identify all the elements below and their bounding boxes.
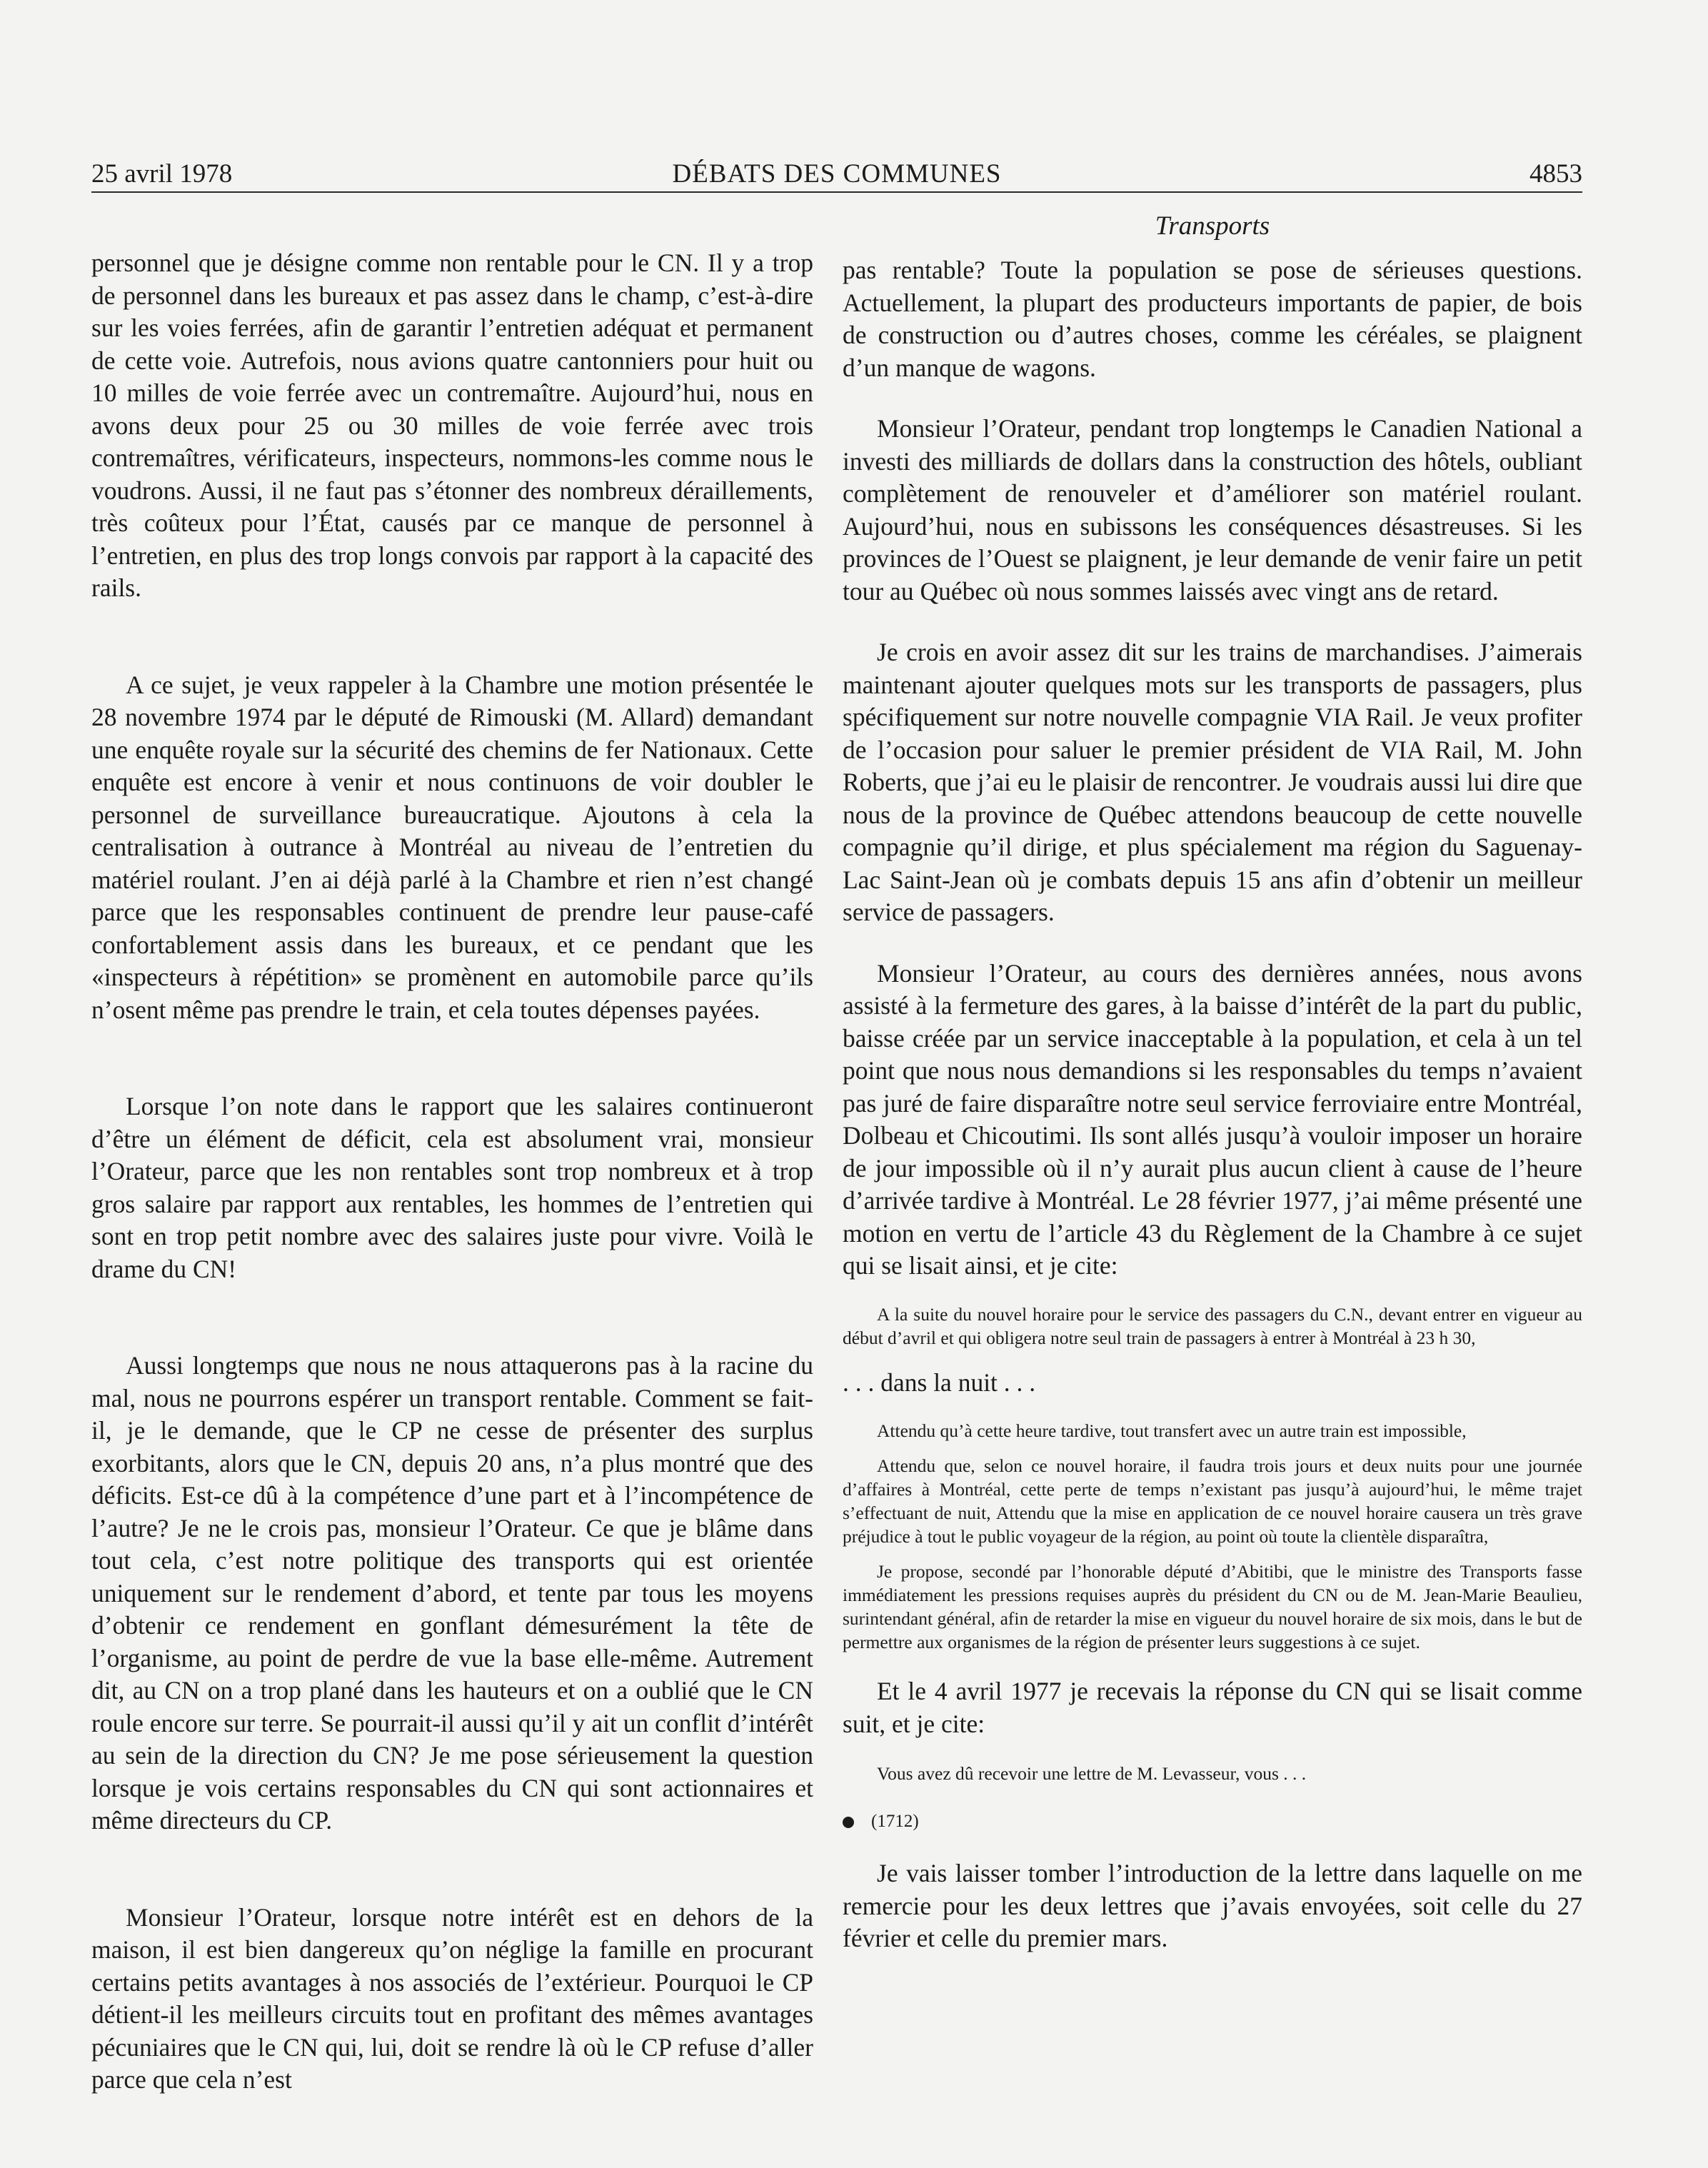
paragraph: Je crois en avoir assez dit sur les trains de marchandises. J’aimerais maintenant ajouter quelques mots sur les transports de passagers, plus spécifiquement sur notre nouvelle compagnie VIA Rail. Je veux profiter de l’occasion pour saluer le premier président de VIA Rail, M. John Roberts, que j’ai eu le plaisir de rencontrer. Je voudrais aussi lui dire que nous de la province de Québec attendons beaucoup de cette nouvelle compagnie qu’il dirige, et plus spécialement ma région du Saguenay-Lac Saint-Jean où je combats depuis 15 ans afin d’obtenir un meilleur service de passagers. [843, 638, 1582, 926]
ellipsis-line: . . . dans la nuit . . . [843, 1367, 1036, 1397]
paragraph: Lorsque l’on note dans le rapport que les salaires continueront d’être un élément de déficit, cela est absolument vrai, monsieur l’Orateur, parce que les non rentables sont trop nombreux et à trop gros salaire par rapport aux rentables, les hommes de l’entretien qui sont en trop petit nombre avec des salaires juste pour vivre. Voilà le drame du CN! [91, 1092, 813, 1283]
paragraph: A ce sujet, je veux rappeler à la Chambre une motion présentée le 28 novembre 1974 par le député de Rimouski (M. Allard) demandant une enquête royale sur la sécurité des chemins de fer Nationaux. Cette enquête est encore à venir et nous continuons de voir doubler le personnel de surveillance bureaucratique. Ajoutons à cela la centralisation à outrance à Montréal au niveau de l’entretien du matériel roulant. J’en ai déjà parlé à la Chambre et rien n’est changé parce que les responsables continuent de prendre leur pause-café confortablement assis dans les bureaux, et ce pendant que les «inspecteurs à répétition» se promènent en automobile parce qu’ils n’osent même pas prendre le train, et cela toutes dépenses payées. [91, 670, 813, 1024]
section-title: Transports [1155, 211, 1270, 241]
paragraph: Monsieur l’Orateur, au cours des dernières années, nous avons assisté à la fermeture des gares, à la baisse d’intérêt de la part du public, baisse créée par un service inacceptable à la population, et cela à un tel point que nous nous demandions si les responsables du temps n’avaient pas juré de faire disparaître notre seul service ferroviaire entre Montréal, Dolbeau et Chicoutimi. Ils sont allés jusqu’à vouloir imposer un horaire de jour impossible où il n’y aurait plus aucun client à cause de l’heure d’arrivée tardive à Montréal. Le 28 février 1977, j’ai même présenté une motion en vertu de l’article 43 du Règlement de la Chambre à ce sujet qui se lisait ainsi, et je cite: [843, 958, 1582, 1280]
quoted-motion: Je propose, secondé par l’honorable député d’Abitibi, que le ministre des Transports fasse immédiatement les pressions requises auprès du président du CN ou de M. Jean-Marie Beaulieu, surintendant général, afin de retarder la mise en vigueur du nouvel horaire de six mois, dans le but de permettre aux organismes de la région de présenter leurs suggestions à ce sujet. [843, 1561, 1582, 1652]
page-number: 4853 [1529, 159, 1582, 189]
paragraph: Et le 4 avril 1977 je recevais la réponse du CN qui se lisait comme suit, et je cite: [843, 1677, 1582, 1738]
quoted-motion: Attendu que, selon ce nouvel horaire, il faudra trois jours et deux nuits pour une journée d’affaires à Montréal, cette perte de temps n’existant pas jusqu’à aujourd’hui, le même trajet s’effectuant de nuit, Attendu que la mise en application de ce nouvel horaire causera un très grave préjudice à tout le public voyageur de la région, au point où toute la clientèle disparaîtra, [843, 1455, 1582, 1547]
paragraph: Je vais laisser tomber l’introduction de la lettre dans laquelle on me remercie pour les deux lettres que j’avais envoyées, soit celle du 27 février et celle du premier mars. [843, 1859, 1582, 1952]
left-column [91, 247, 813, 2097]
time-marker-label: (1712) [871, 1812, 919, 1831]
header-date: 25 avril 1978 [91, 159, 233, 189]
bullet-icon [843, 1817, 854, 1828]
paragraph: pas rentable? Toute la population se pose de sérieuses questions. Actuellement, la plupart des producteurs importants de papier, de bois de construction ou d’autres choses, comme les céréales, se plaignent d’un manque de wagons. [843, 256, 1582, 382]
right-column [843, 254, 1582, 1955]
page-header [91, 157, 1582, 193]
header-title: DÉBATS DES COMMUNES [672, 159, 1002, 189]
paragraph: personnel que je désigne comme non rentable pour le CN. Il y a trop de personnel dans les bureaux et pas assez dans le champ, c’est-à-dire sur les voies ferrées, afin de garantir l’entretien adéquat et permanent de cette voie. Autrefois, nous avions quatre cantonniers pour huit ou 10 milles de voie ferrée avec un contremaître. Aujourd’hui, nous en avons deux pour 25 ou 30 milles de voie ferrée avec trois contremaîtres, vérificateurs, inspecteurs, nommons-les comme nous le voudrons. Aussi, il ne faut pas s’étonner des nombreux déraillements, très coûteux pour l’État, causés par ce manque de personnel à l’entretien, en plus des trop longs convois par rapport à la capacité des rails. [91, 249, 813, 602]
quoted-motion: Attendu qu’à cette heure tardive, tout transfert avec un autre train est impossible, [877, 1420, 1467, 1441]
quoted-letter: Vous avez dû recevoir une lettre de M. Levasseur, vous . . . [877, 1763, 1307, 1784]
time-marker [843, 1810, 1582, 1833]
paragraph: Monsieur l’Orateur, lorsque notre intérêt est en dehors de la maison, il est bien dangereux qu’on néglige la famille en procurant certains petits avantages à nos associés de l’extérieur. Pourquoi le CP détient-il les meilleurs circuits tout en profitant des mêmes avantages pécuniaires que le CN qui, lui, doit se rendre là où le CP refuse d’aller parce que cela n’est [91, 1902, 813, 2094]
quoted-motion: A la suite du nouvel horaire pour le service des passagers du C.N., devant entrer en vigueur au début d’avril et qui obligera notre seul train de passagers à entrer à Montréal à 23 h 30, [843, 1303, 1582, 1348]
paragraph: Aussi longtemps que nous ne nous attaquerons pas à la racine du mal, nous ne pourrons espérer un transport rentable. Comment se fait-il, je le demande, que le CP ne cesse de présenter des surplus exorbitants, alors que le CN, depuis 20 ans, n’a plus montré que des déficits. Est-ce dû à la compétence d’une part et à l’incompétence de l’autre? Je ne le crois pas, monsieur l’Orateur. Ce que je blâme dans tout cela, c’est notre politique des transports qui est orientée uniquement sur le rendement d’abord, et tente par tous les moyens d’obtenir ce rendement en gonflant démesurément la tête de l’organisme, au point de perdre de vue la base elle-même. Autrement dit, au CN on a trop plané dans les hauteurs et on a oublié que le CN roule encore sur terre. Se pourrait-il aussi qu’il y ait un conflit d’intérêt au sein de la direction du CN? Je me pose sérieusement la question lorsque je vois certains responsables du CN qui sont actionnaires et même directeurs du CP. [91, 1351, 813, 1835]
paragraph: Monsieur l’Orateur, pendant trop longtemps le Canadien National a investi des milliards de dollars dans la construction des hôtels, oubliant complètement de renouveler et d’améliorer son matériel roulant. Aujourd’hui, nous en subissons les conséquences désastreuses. Si les provinces de l’Ouest se plaignent, je leur demande de venir faire un petit tour au Québec où nous sommes laissés avec vingt ans de retard. [843, 414, 1582, 606]
